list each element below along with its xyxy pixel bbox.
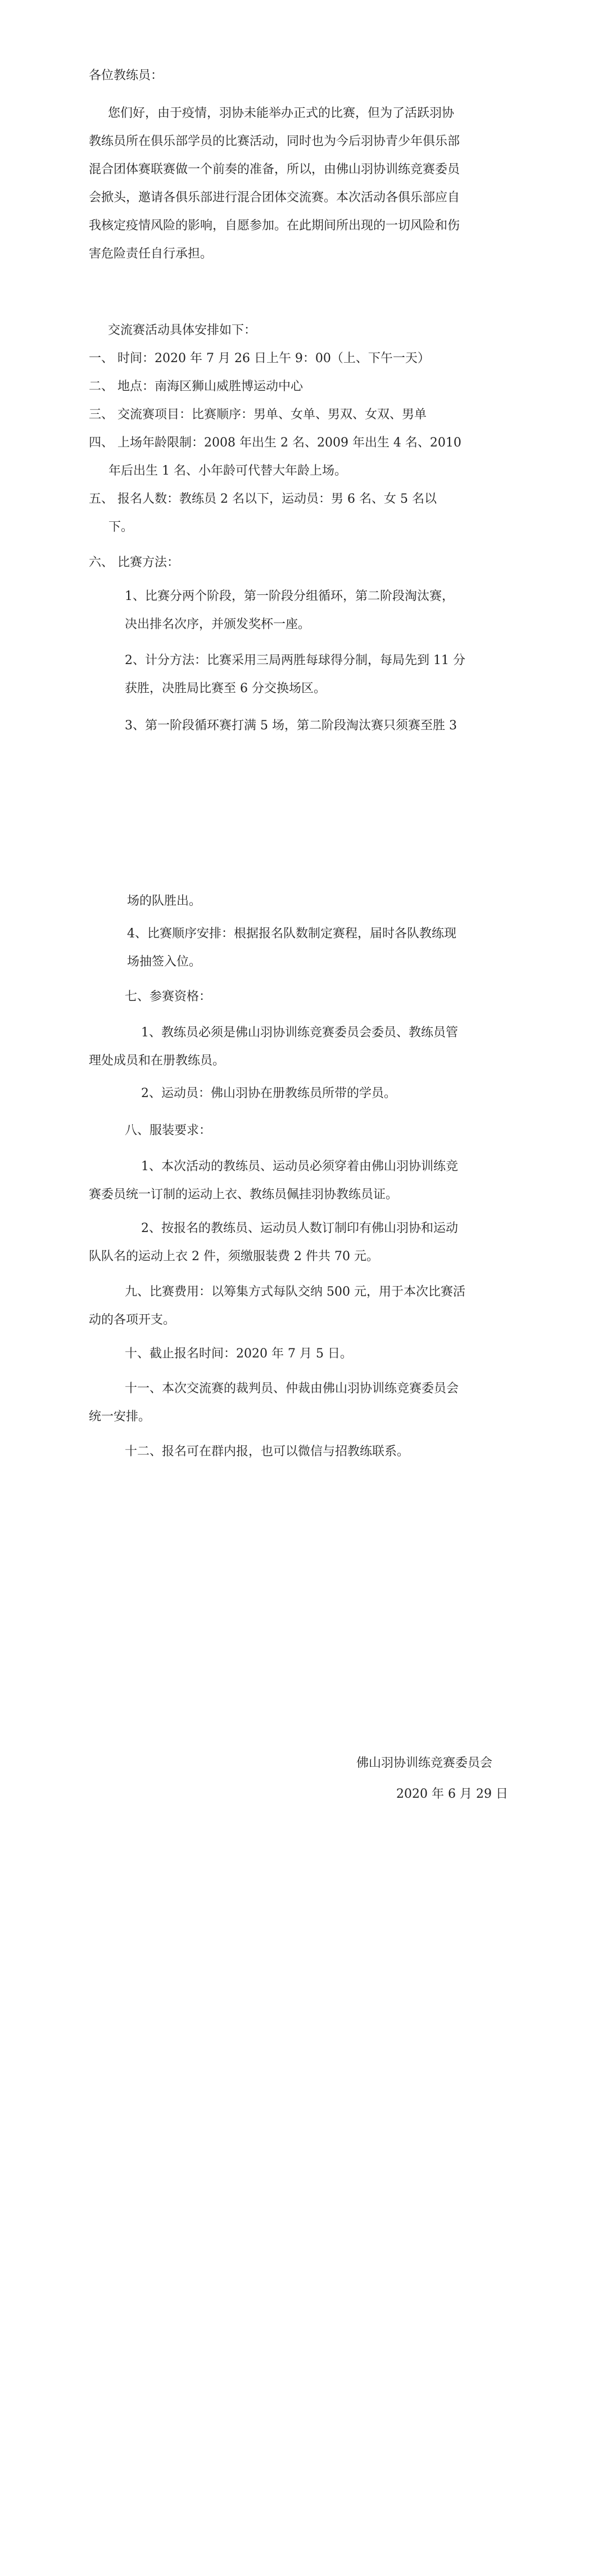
qualification-heading: 七、参赛资格： (125, 990, 212, 1004)
dress-1: 1、本次活动的教练员、运动员必须穿着由佛山羽协训练竞 (141, 1160, 458, 1174)
method-1-cont: 决出排名次序，并颁发奖杯一座。 (125, 617, 311, 631)
fee: 九、比赛费用：以筹集方式每队交纳 500 元，用于本次比赛活 (125, 1285, 465, 1299)
item-location: 二、 地点：南海区狮山威胜博运动中心 (89, 380, 303, 394)
dress-2: 2、按报名的教练员、运动员人数订制印有佛山羽协和运动 (141, 1221, 458, 1235)
item-age: 四、 上场年龄限制：2008 年出生 2 名、2009 年出生 4 名、2010 (89, 436, 461, 450)
intro-line: 害危险责任自行承担。 (89, 247, 213, 261)
intro-line: 我核定疫情风险的影响，自愿参加。在此期间所出现的一切风险和伤 (89, 219, 460, 233)
referee-cont: 统一安排。 (89, 1410, 151, 1424)
method-4: 4、比赛顺序安排：根据报名队数制定赛程，届时各队教练现 (127, 927, 456, 941)
signup: 十二、报名可在群内报，也可以微信与招教练联系。 (125, 1445, 410, 1459)
qualification-1-cont: 理处成员和在册教练员。 (89, 1054, 225, 1068)
item-age-cont: 年后出生 1 名、小年龄可代替大年龄上场。 (108, 464, 347, 478)
item-events: 三、 交流赛项目：比赛顺序：男单、女单、男双、女双、男单 (89, 408, 427, 422)
qualification-1: 1、教练员必须是佛山羽协训练竞赛委员会委员、教练员管 (141, 1026, 458, 1040)
intro-line: 混合团体赛联赛做一个前奏的准备，所以，由佛山羽协训练竞赛委员 (89, 163, 460, 177)
method-4-cont: 场抽签入位。 (127, 955, 202, 969)
method-3: 3、第一阶段循环赛打满 5 场，第二阶段淘汰赛只须赛至胜 3 (125, 719, 457, 733)
item-count-cont: 下。 (108, 520, 134, 534)
item-time: 一、 时间：2020 年 7 月 26 日上午 9：00（上、下午一天） (89, 351, 430, 366)
dress-1-cont: 赛委员统一订制的运动上衣、教练员佩挂羽协教练员证。 (89, 1188, 398, 1202)
signature-org: 佛山羽协训练竞赛委员会 (356, 1756, 493, 1770)
intro-line: 教练员所在俱乐部学员的比赛活动，同时也为今后羽协青少年俱乐部 (89, 134, 460, 148)
dress-2-cont: 队队名的运动上衣 2 件，须缴服装费 2 件共 70 元。 (89, 1249, 379, 1264)
salutation: 各位教练员： (89, 69, 164, 83)
dress-heading: 八、服装要求： (125, 1124, 212, 1138)
referee: 十一、本次交流赛的裁判员、仲裁由佛山羽协训练竞赛委员会 (125, 1382, 459, 1396)
item-count: 五、 报名人数：教练员 2 名以下，运动员：男 6 名、女 5 名以 (89, 492, 437, 506)
qualification-2: 2、运动员：佛山羽协在册教练员所带的学员。 (141, 1086, 396, 1100)
method-2-cont: 获胜，决胜局比赛至 6 分交换场区。 (125, 682, 326, 696)
method-3-cont: 场的队胜出。 (127, 894, 202, 908)
intro-line: 您们好，由于疫情，羽协未能举办正式的比赛，但为了活跃羽协 (108, 106, 455, 120)
method-heading: 六、 比赛方法： (89, 556, 179, 570)
signature-date: 2020 年 6 月 29 日 (396, 1787, 508, 1801)
arrangement-heading: 交流赛活动具体安排如下： (108, 323, 257, 337)
method-2: 2、计分方法：比赛采用三局两胜每球得分制，每局先到 11 分 (125, 653, 465, 667)
intro-line: 会掀头，邀请各俱乐部进行混合团体交流赛。本次活动各俱乐部应自 (89, 191, 460, 205)
deadline: 十、截止报名时间：2020 年 7 月 5 日。 (125, 1347, 352, 1361)
method-1: 1、比赛分两个阶段，第一阶段分组循环，第二阶段淘汰赛， (125, 589, 454, 603)
fee-cont: 动的各项开支。 (89, 1313, 176, 1327)
